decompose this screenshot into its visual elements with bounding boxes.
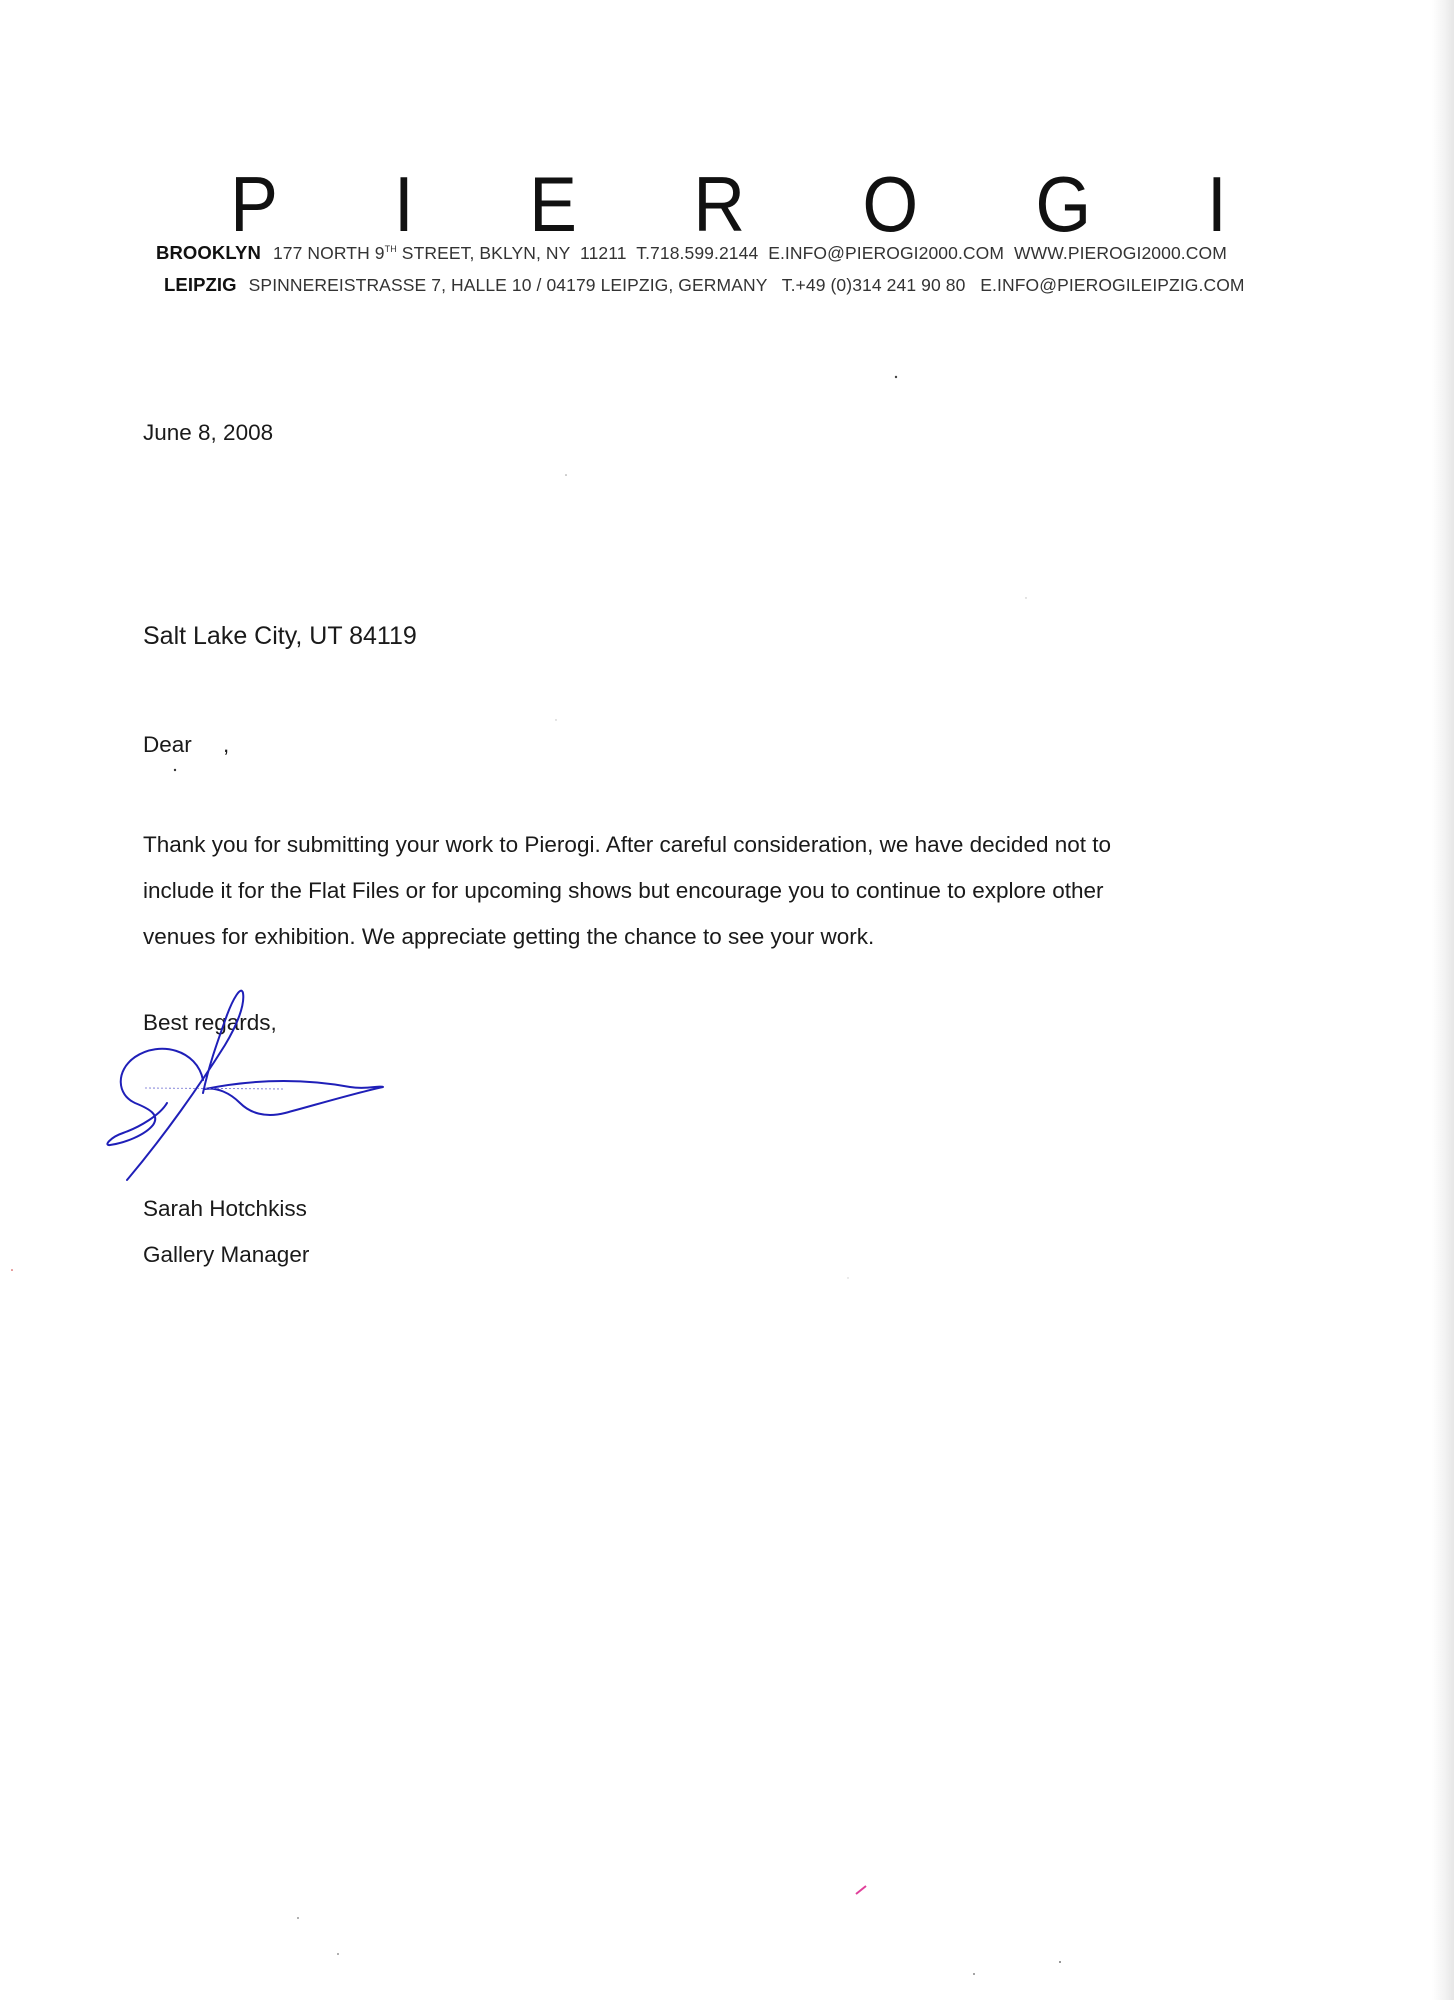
pierogi-logo xyxy=(228,160,1228,248)
body-line: Thank you for submitting your work to Pierogi. After careful consideration, we have decided not to xyxy=(143,832,1112,857)
body-line: include it for the Flat Files or for upcoming shows but encourage you to continue to explore other xyxy=(143,878,1104,903)
brooklyn-address-pre: 177 NORTH 9 xyxy=(272,243,385,263)
logo-letter: I xyxy=(393,160,414,248)
logo-letter: I xyxy=(1207,160,1228,248)
handwritten-signature xyxy=(105,985,395,1185)
logo-letter: R xyxy=(693,160,746,248)
signer-title: Gallery Manager xyxy=(143,1242,310,1267)
logo-letter: G xyxy=(1035,160,1092,248)
signer-name: Sarah Hotchkiss xyxy=(143,1196,307,1221)
logo-letter: P xyxy=(230,160,278,248)
letter-body xyxy=(143,822,1273,960)
brooklyn-city-label: BROOKLYN xyxy=(156,242,261,263)
closing: Best regards, xyxy=(143,1010,277,1035)
letter-date: June 8, 2008 xyxy=(143,420,274,445)
greeting: Dear , xyxy=(143,732,230,757)
body-line: venues for exhibition. We appreciate getting the chance to see your work. xyxy=(143,924,875,949)
brooklyn-address-line xyxy=(156,242,1227,264)
logo-letter: E xyxy=(528,160,577,248)
leipzig-city-label: LEIPZIG xyxy=(164,274,237,295)
leipzig-address-line xyxy=(164,274,1245,296)
leipzig-address: SPINNEREISTRASSE 7, HALLE 10 / 04179 LEIPZIG, GERMANY T.+49 (0)314 241 90 80 E.INFO@PIEROGILEIPZIG.COM xyxy=(248,275,1245,295)
scan-edge-shadow xyxy=(1432,0,1454,2000)
brooklyn-address-post: STREET, BKLYN, NY 11211 T.718.599.2144 E.INFO@PIEROGI2000.COM WWW.PIEROGI2000.COM xyxy=(396,243,1227,263)
brooklyn-address-sup: TH xyxy=(384,244,397,254)
logo-letter: O xyxy=(862,160,919,248)
recipient-city: Salt Lake City, UT 84119 xyxy=(143,622,417,650)
